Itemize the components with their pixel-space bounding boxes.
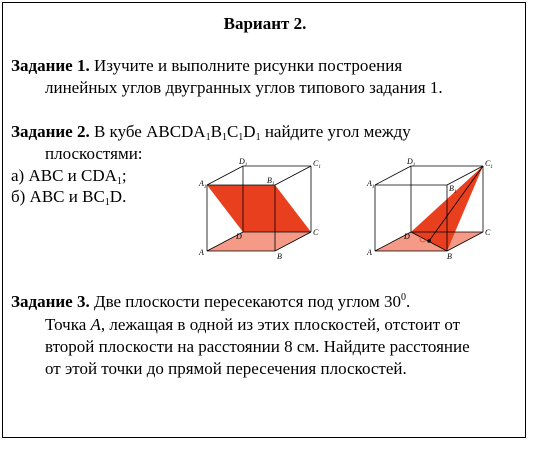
task3-line3: второй плоскости на расстоянии 8 см. Найдите расстояние bbox=[45, 337, 470, 356]
task1-line2: линейных углов двугранных углов типового задания 1. bbox=[45, 78, 443, 97]
task2-line2: плоскостями: bbox=[45, 144, 143, 163]
cube-figure-a bbox=[195, 155, 331, 269]
label-b: B bbox=[277, 252, 282, 261]
cube-figure-b bbox=[365, 155, 501, 269]
task1-line1: Задание 1. Изучите и выполните рисунки построения bbox=[11, 56, 403, 75]
label-b1: $B_1$ bbox=[267, 176, 275, 187]
task1-label: Задание 1. bbox=[11, 56, 90, 75]
task3-line4: от этой точки до прямой пересечения плоскостей. bbox=[45, 359, 407, 378]
label-a: A bbox=[199, 248, 204, 257]
task2-line1: Задание 2. В кубе $ABCDA_1B_1C_1D_1$ найдите угол между bbox=[11, 122, 411, 143]
label-b1: $B_1$ bbox=[449, 184, 457, 195]
label-b: B bbox=[447, 252, 452, 261]
task3-line2: Точка A, лежащая в одной из этих плоскостей, отстоит от bbox=[45, 315, 461, 334]
label-a1: $A_1$ bbox=[199, 179, 207, 190]
foot-point bbox=[427, 239, 431, 243]
label-c1: $C_1$ bbox=[313, 159, 321, 170]
task-card bbox=[2, 2, 526, 438]
variant-title: Вариант 2. bbox=[223, 14, 307, 33]
task3-label: Задание 3. bbox=[11, 292, 90, 311]
task2-part-a: а) ABC и $CDA_1$; bbox=[11, 166, 127, 187]
label-d1: $D_1$ bbox=[239, 157, 248, 168]
label-a: A bbox=[367, 248, 372, 257]
label-c: C bbox=[485, 228, 491, 237]
label-c: C bbox=[313, 228, 319, 237]
task3-line1: Задание 3. Две плоскости пересекаются под углом $30^0$. bbox=[11, 292, 411, 311]
task2-label: Задание 2. bbox=[11, 122, 90, 141]
label-a1: $A_1$ bbox=[367, 179, 375, 190]
task2-part-b: б) ABC и $BC_1D$. bbox=[11, 187, 127, 208]
cube-b-drawing bbox=[365, 155, 501, 269]
section-plane-cda1 bbox=[207, 185, 311, 232]
label-d: D bbox=[236, 232, 242, 241]
cube-a-drawing bbox=[195, 155, 331, 269]
label-d1: $D_1$ bbox=[407, 157, 416, 168]
label-c1: $C_1$ bbox=[485, 159, 493, 170]
label-d: D bbox=[404, 232, 410, 241]
base-plane-abc bbox=[207, 232, 311, 251]
